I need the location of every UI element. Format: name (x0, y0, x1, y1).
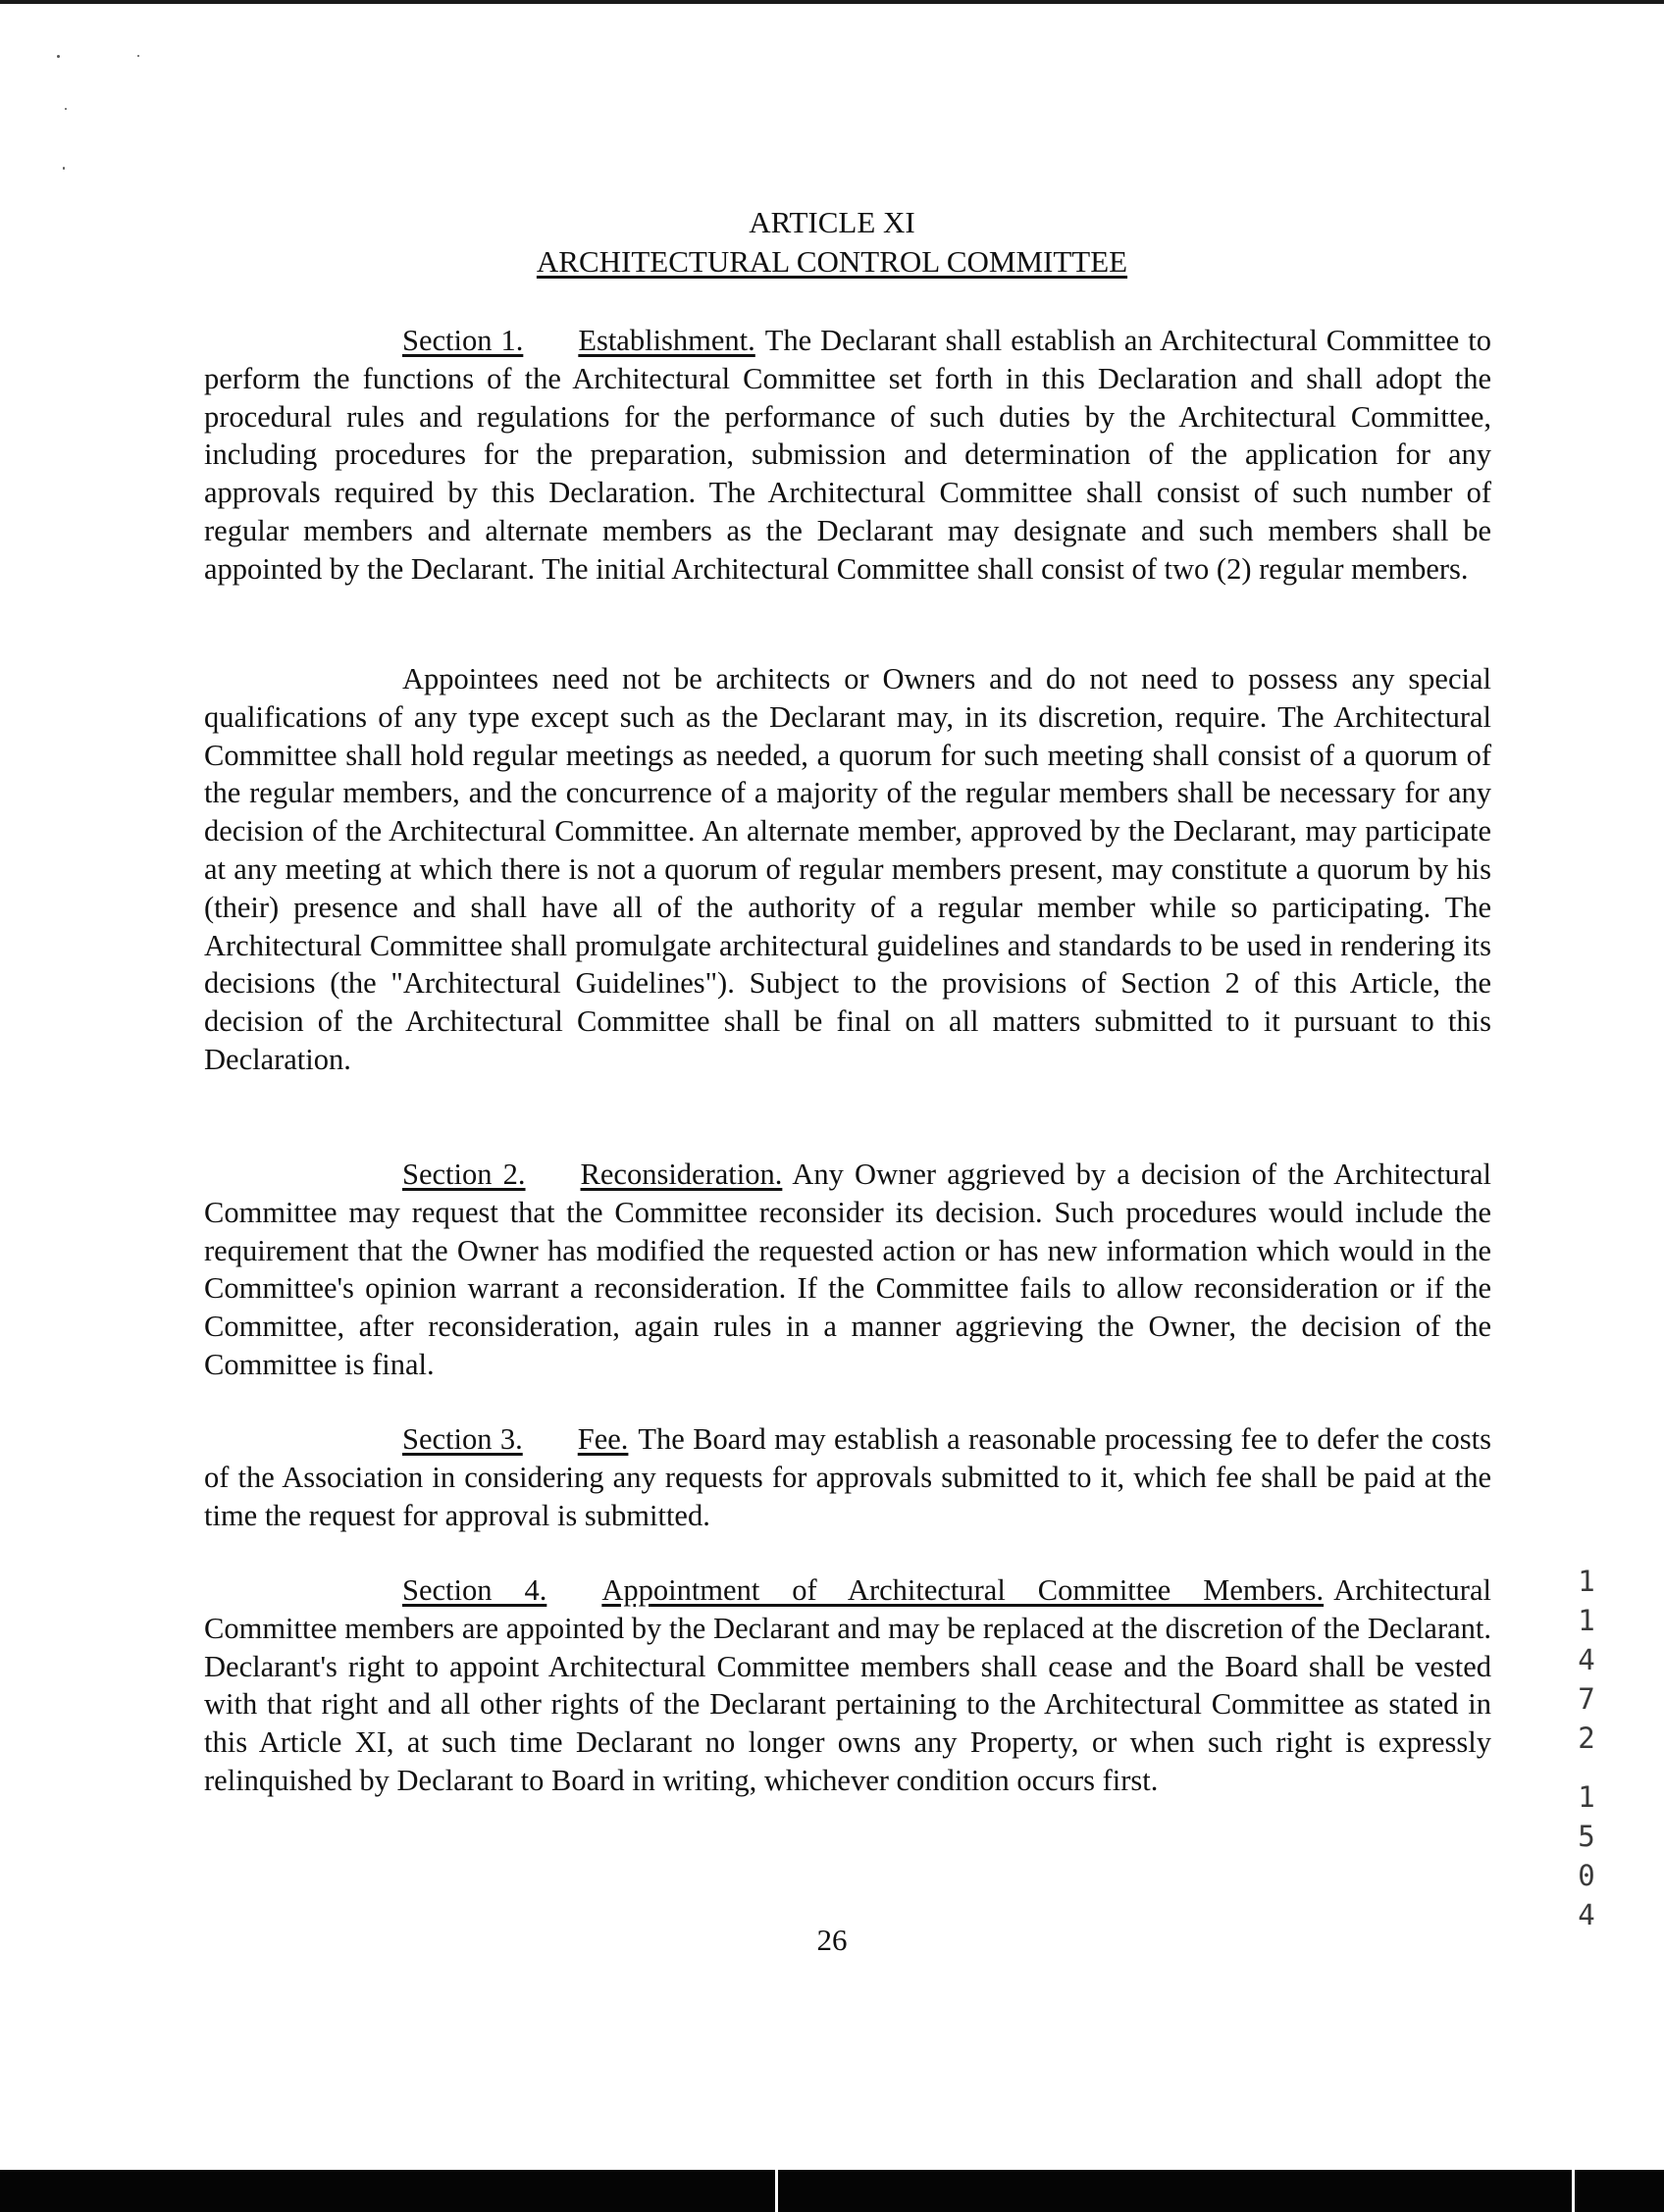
stamp-digit: 5 (1578, 1820, 1595, 1853)
scan-bottom-edge (0, 2170, 1664, 2212)
section-heading: Fee. (577, 1422, 629, 1456)
article-title (0, 242, 1664, 282)
section-2-paragraph (204, 1156, 1491, 1384)
section-text: The Board may establish a reasonable processing fee to defer the costs of the Association in considering any requests for approvals submitted to it, which fee shall be paid at the time the request for approval is submitted. (204, 1422, 1491, 1532)
stamp-digit: 7 (1578, 1682, 1595, 1716)
scan-speck (137, 55, 139, 57)
scan-speck (57, 55, 60, 58)
section-label: Section 1. (402, 324, 524, 357)
section-1-paragraph (204, 322, 1491, 589)
stamp-digit: 4 (1578, 1643, 1595, 1676)
section-label: Section 3. (402, 1422, 523, 1456)
section-3-paragraph (204, 1420, 1491, 1534)
scan-speck (65, 108, 67, 110)
stamp-digit: 0 (1578, 1859, 1595, 1892)
appointees-paragraph (204, 660, 1491, 1079)
section-heading: Establishment. (578, 324, 755, 357)
section-label: Section 2. (402, 1157, 526, 1191)
section-4-paragraph (204, 1571, 1491, 1800)
scan-edge-gap (1572, 2170, 1575, 2212)
article-title-text: ARCHITECTURAL CONTROL COMMITTEE (536, 244, 1128, 279)
stamp-digit: 1 (1578, 1565, 1595, 1598)
stamp-digit: 1 (1578, 1780, 1595, 1814)
stamp-digit: 2 (1578, 1722, 1595, 1755)
stamp-digit: 1 (1578, 1604, 1595, 1637)
paragraph-text: Appointees need not be architects or Owners and do not need to possess any special qualifications of any type except such as the Declarant may, in its discretion, require. The Architectural Committee shall hold regular meetings as needed, a quorum for such meeting shall consist of a quorum of the regular members, and the concurrence of a majority of the regular members shall be necessary for any decision of the Architectural Committee. An alternate member, approved by the Declarant, may participate at any meeting at which there is not a quorum of regular members present, may constitute a quorum by his (their) presence and shall have all of the authority of a regular member while so participating. The Architectural Committee shall promulgate architectural guidelines and standards to be used in rendering its decisions (the "Architectural Guidelines"). Subject to the provisions of Section 2 of this Article, the decision of the Architectural Committee shall be final on all matters submitted to it pursuant to this Declaration. (204, 662, 1491, 1076)
section-text: The Declarant shall establish an Architectural Committee to perform the functions of the Architectural Committee set forth in this Declaration and shall adopt the procedural rules and regulations for the performance of such duties by the Architectural Committee, including procedures for the preparation, submission and determination of the application for any approvals required by this Declaration. The Architectural Committee shall consist of such number of regular members and alternate members as the Declarant may designate and such members shall be appointed by the Declarant. The initial Architectural Committee shall consist of two (2) regular members. (204, 324, 1491, 586)
margin-stamp-bottom (1572, 1777, 1601, 1934)
article-number: ARTICLE XI (749, 205, 915, 239)
section-text: Any Owner aggrieved by a decision of the Architectural Committee may request that the Committee reconsider its decision. Such procedures would include the requirement that the Owner has modified the requested action or has new information which would in the Committee's opinion warrant a reconsideration. If the Committee fails to allow reconsideration or if the Committee, after reconsideration, again rules in a manner aggrieving the Owner, the decision of the Committee is final. (204, 1157, 1491, 1381)
section-heading: Appointment of Architectural Committee Members. (601, 1573, 1325, 1607)
section-text: Architectural Committee members are appointed by the Declarant and may be replaced at the discretion of the Declarant. Declarant's right to appoint Architectural Committee members shall cease and the Board shall be vested with that right and all other rights of the Declarant pertaining to the Architectural Committee as stated in this Article XI, at such time Declarant no longer owns any Property, or when such right is expressly relinquished by Declarant to Board in writing, whichever condition occurs first. (204, 1573, 1491, 1797)
stamp-digit: 4 (1578, 1898, 1595, 1931)
section-label: Section 4. (402, 1573, 547, 1607)
scan-top-edge (0, 0, 1664, 4)
page-number: 26 (816, 1923, 848, 1957)
scan-edge-gap (775, 2170, 778, 2212)
margin-stamp-top (1572, 1562, 1601, 1758)
section-heading: Reconsideration. (580, 1157, 783, 1191)
scan-speck (63, 167, 65, 170)
